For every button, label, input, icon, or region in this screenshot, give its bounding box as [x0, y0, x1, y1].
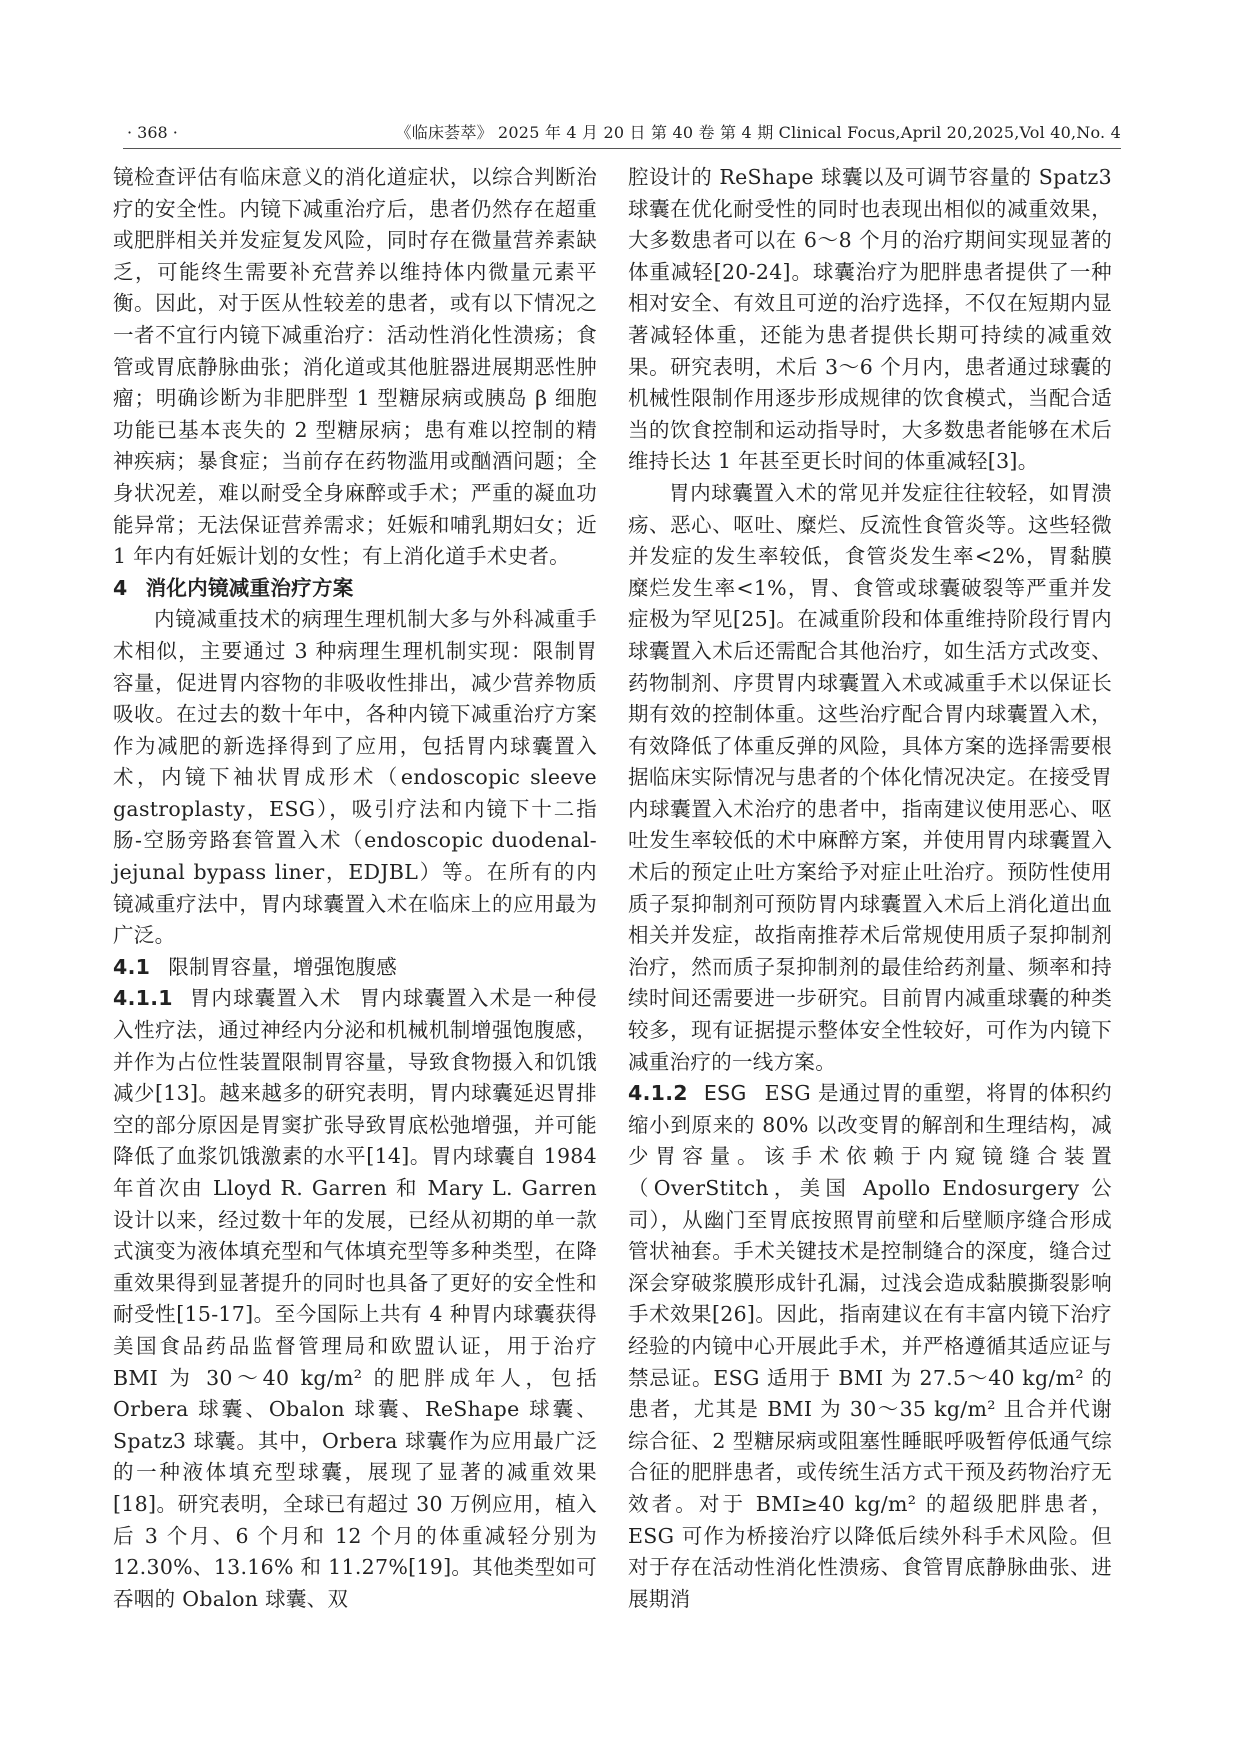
subsection-number: 4.1: [113, 954, 151, 979]
subsubsection-title: ESG: [703, 1081, 747, 1106]
paragraph-esg: [628, 1078, 1112, 1615]
paragraph-text: ESG 是通过胃的重塑，将胃的体积约缩小到原来的 80% 以改变胃的解剖和生理结构，减少胃容量。该手术依赖于内窥镜缝合装置（OverStitch，美国 Apollo Endosurgery 公司），从幽门至胃底按照胃前壁和后壁顺序缝合形成管状袖套。手术关键技术是控制缝合的深度，缝合过深会穿破浆膜形成针孔漏，过浅会造成黏膜撕裂影响手术效果[26]。因此，指南建议在有丰富内镜下治疗经验的内镜中心开展此手术，并严格遵循其适应证与禁忌证。ESG 适用于 BMI 为 27.5～40 kg/m² 的患者，尤其是 BMI 为 30～35 kg/m² 且合并代谢综合征、2 型糖尿病或阻塞性睡眠呼吸暂停低通气综合征的肥胖患者，或传统生活方式干预及药物治疗无效者。对于 BMI≥40 kg/m² 的超级肥胖患者，ESG 可作为桥接治疗以降低后续外科手术风险。但对于存在活动性消化性溃疡、食管胃底静脉曲张、进展期消: [628, 1081, 1112, 1611]
section-heading-4: [113, 573, 597, 605]
subsubsection-number: 4.1.1: [113, 986, 173, 1011]
paragraph-balloon-types: 腔设计的 ReShape 球囊以及可调节容量的 Spatz3 球囊在优化耐受性的同时也表现出相似的减重效果，大多数患者可以在 6～8 个月的治疗期间实现显著的体重减轻[20-24]。球囊治疗为肥胖患者提供了一种相对安全、有效且可逆的治疗选择，不仅在短期内显著减轻体重，还能为患者提供长期可持续的减重效果。研究表明，术后 3～6 个月内，患者通过球囊的机械性限制作用逐步形成规律的饮食模式，当配合适当的饮食控制和运动指导时，大多数患者能够在术后维持长达 1 年甚至更长时间的体重减轻[3]。: [628, 165, 1112, 474]
paragraph-intragastric-balloon: [113, 983, 597, 1615]
subsubsection-number: 4.1.2: [628, 1081, 688, 1106]
paragraph-mechanisms: 内镜减重技术的病理生理机制大多与外科减重手术相似，主要通过 3 种病理生理机制实现：限制胃容量，促进胃内容物的非吸收性排出，减少营养物质吸收。在过去的数十年中，各种内镜下减重治疗方案作为减肥的新选择得到了应用，包括胃内球囊置入术，内镜下袖状胃成形术（endoscopic sleeve gastroplasty，ESG），吸引疗法和内镜下十二指肠-空肠旁路套管置入术（endoscopic duodenal-jejunal bypass liner，EDJBL）等。在所有的内镜减重疗法中，胃内球囊置入术在临床上的应用最为广泛。: [113, 607, 597, 948]
paragraph-contraindications: 镜检查评估有临床意义的消化道症状，以综合判断治疗的安全性。内镜下减重治疗后，患者仍然存在超重或肥胖相关并发症复发风险，同时存在微量营养素缺乏，可能终生需要补充营养以维持体内微量元素平衡。因此，对于医从性较差的患者，或有以下情况之一者不宜行内镜下减重治疗：活动性消化性溃疡；食管或胃底静脉曲张；消化道或其他脏器进展期恶性肿瘤；明确诊断为非肥胖型 1 型糖尿病或胰岛 β 细胞功能已基本丧失的 2 型糖尿病；患有难以控制的精神疾病；暴食症；当前存在药物滥用或酗酒问题；全身状况差，难以耐受全身麻醉或手术；严重的凝血功能异常；无法保证营养需求；妊娠和哺乳期妇女；近 1 年内有妊娠计划的女性；有上消化道手术史者。: [113, 165, 597, 569]
left-column: [113, 162, 597, 1615]
subsubsection-title: 胃内球囊置入术: [188, 986, 342, 1011]
section-number: 4: [113, 575, 128, 600]
page-number: · 368 ·: [127, 123, 178, 142]
section-title: 消化内镜减重治疗方案: [145, 575, 354, 600]
paragraph-text: 胃内球囊置入术是一种侵入性疗法，通过神经内分泌和机械机制增强饱腹感，并作为占位性装置限制胃容量，导致食物摄入和饥饿减少[13]。越来越多的研究表明，胃内球囊延迟胃排空的部分原因是胃窦扩张导致胃底松弛增强，并可能降低了血浆饥饿激素的水平[14]。胃内球囊自 1984 年首次由 Lloyd R. Garren 和 Mary L. Garren 设计以来，经过数十年的发展，已经从初期的单一款式演变为液体填充型和气体填充型等多种类型，在降重效果得到显著提升的同时也具备了更好的安全性和耐受性[15-17]。至今国际上共有 4 种胃内球囊获得美国食品药品监督管理局和欧盟认证，用于治疗 BMI 为 30～40 kg/m² 的肥胖成年人，包括 Orbera 球囊、Obalon 球囊、ReShape 球囊、Spatz3 球囊。其中，Orbera 球囊作为应用最广泛的一种液体填充型球囊，展现了显著的减重效果[18]。研究表明，全球已有超过 30 万例应用，植入后 3 个月、6 个月和 12 个月的体重减轻分别为 12.30%、13.16% 和 11.27%[19]。其他类型如可吞咽的 Obalon 球囊、双: [113, 986, 598, 1611]
right-column: [628, 162, 1112, 1615]
subsection-title: 限制胃容量，增强饱腹感: [168, 954, 398, 979]
paragraph-complications: 胃内球囊置入术的常见并发症往往较轻，如胃溃疡、恶心、呕吐、糜烂、反流性食管炎等。这些轻微并发症的发生率较低，食管炎发生率<2%，胃黏膜糜烂发生率<1%，胃、食管或球囊破裂等严重并发症极为罕见[25]。在减重阶段和体重维持阶段行胃内球囊置入术后还需配合其他治疗，如生活方式改变、药物制剂、序贯胃内球囊置入术或减重手术以保证长期有效的控制体重。这些治疗配合胃内球囊置入术，有效降低了体重反弹的风险，具体方案的选择需要根据临床实际情况与患者的个体化情况决定。在接受胃内球囊置入术治疗的患者中，指南建议使用恶心、呕吐发生率较低的术中麻醉方案，并使用胃内球囊置入术后的预定止吐方案给予对症止吐治疗。预防性使用质子泵抑制剂可预防胃内球囊置入术后上消化道出血相关并发症，故指南推荐术后常规使用质子泵抑制剂治疗，然而质子泵抑制剂的最佳给药剂量、频率和持续时间还需要进一步研究。目前胃内减重球囊的种类较多，现有证据提示整体安全性较好，可作为内镜下减重治疗的一线方案。: [628, 480, 1112, 1074]
page-header: [123, 118, 1121, 149]
subsection-heading-4-1: [113, 952, 597, 984]
journal-info: 《临床荟萃》 2025 年 4 月 20 日 第 40 卷 第 4 期 Clinical Focus,April 20,2025,Vol 40,No. 4: [395, 123, 1121, 142]
